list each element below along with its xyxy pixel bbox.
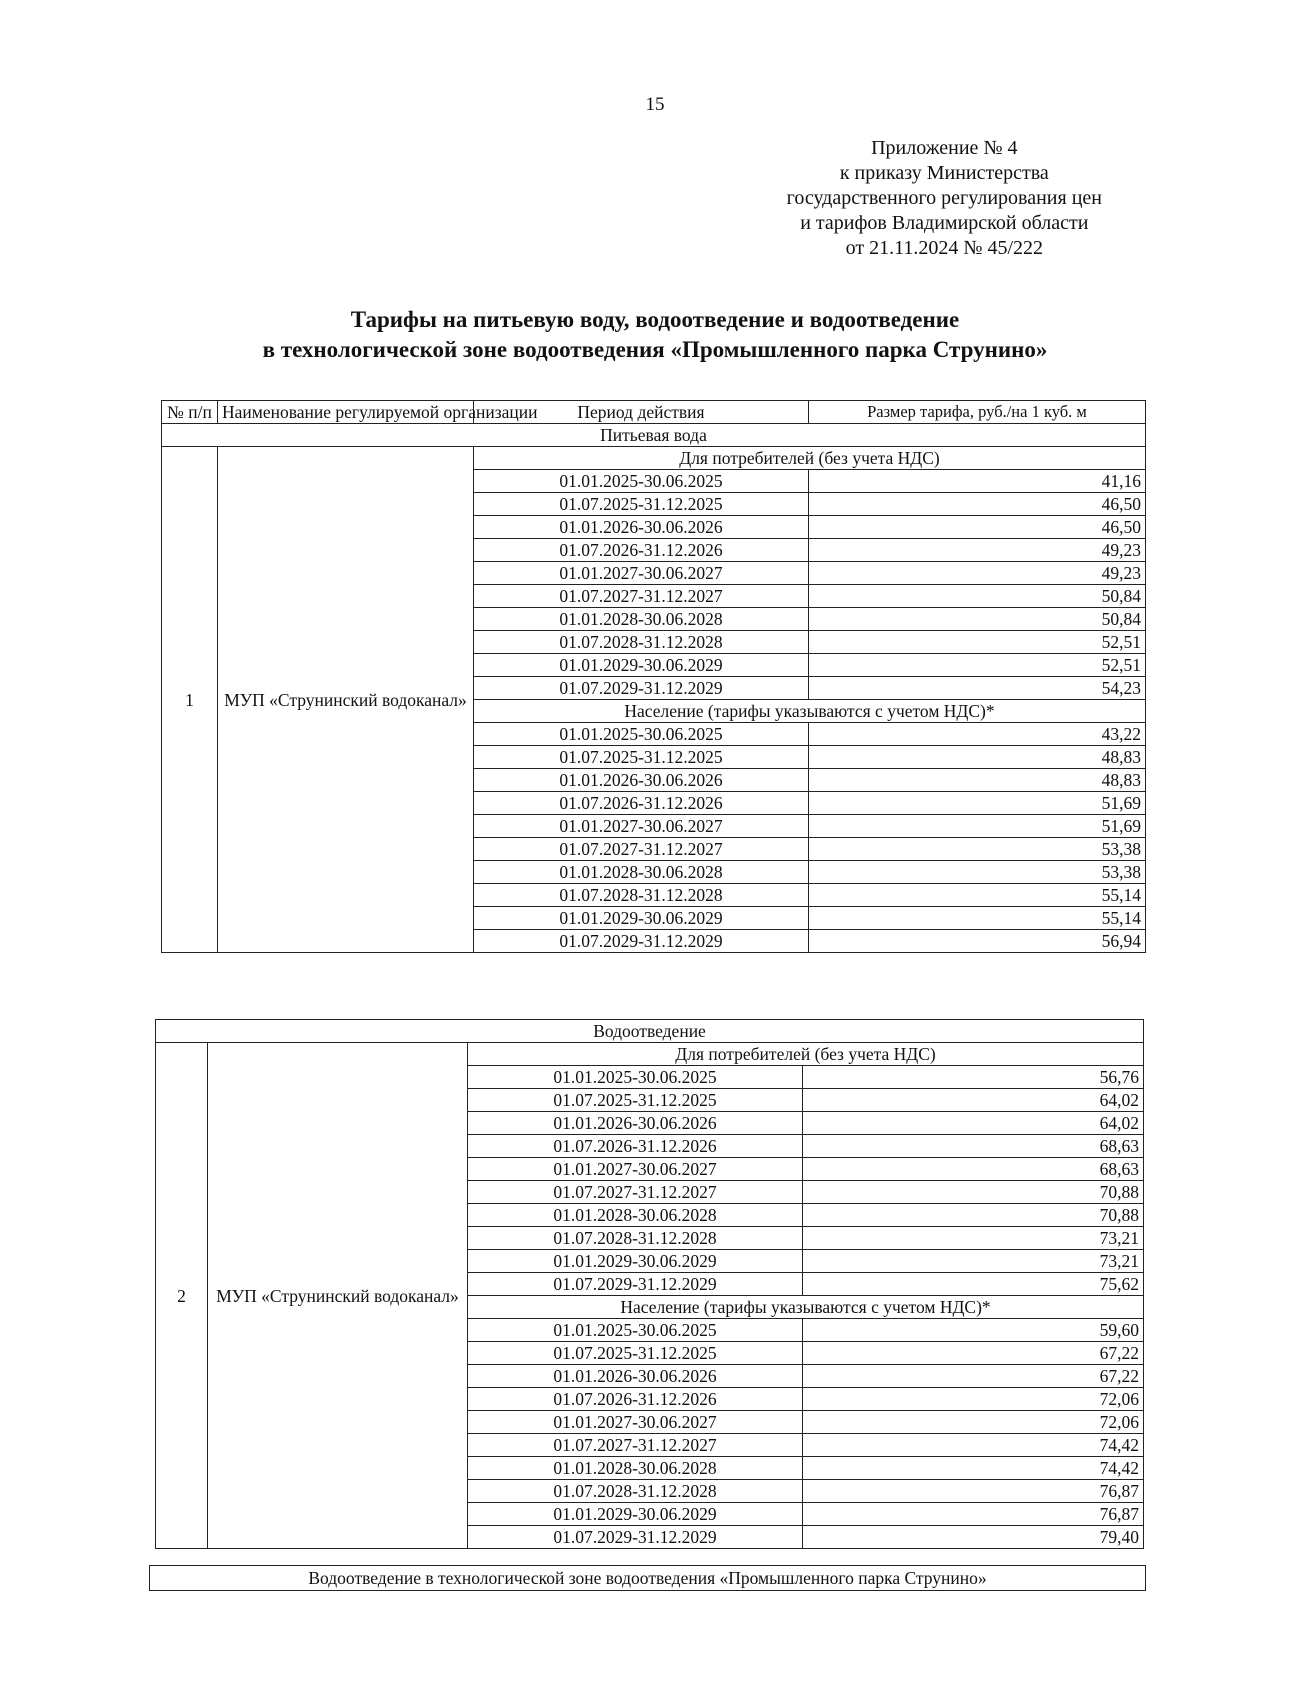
tariff-value-cell: 79,40 xyxy=(803,1526,1144,1549)
tariff-value-cell: 68,63 xyxy=(803,1158,1144,1181)
period-cell: 01.01.2028-30.06.2028 xyxy=(474,608,809,631)
title-line: в технологической зоне водоотведения «Промышленного парка Струнино» xyxy=(262,337,1048,362)
period-cell: 01.01.2026-30.06.2026 xyxy=(474,769,809,792)
period-cell: 01.07.2027-31.12.2027 xyxy=(468,1181,803,1204)
period-cell: 01.01.2025-30.06.2025 xyxy=(474,470,809,493)
period-cell: 01.07.2029-31.12.2029 xyxy=(468,1526,803,1549)
tariff-table-water xyxy=(161,400,1146,953)
section-title: Водоотведение xyxy=(156,1020,1144,1043)
appendix-line: государственного регулирования цен xyxy=(786,187,1102,209)
tariff-value-cell: 64,02 xyxy=(803,1089,1144,1112)
period-cell: 01.07.2027-31.12.2027 xyxy=(474,838,809,861)
group-row xyxy=(156,1043,1144,1066)
appendix-line: к приказу Министерства xyxy=(839,162,1049,184)
period-cell: 01.01.2026-30.06.2026 xyxy=(468,1365,803,1388)
period-cell: 01.01.2025-30.06.2025 xyxy=(468,1066,803,1089)
page-number: 15 xyxy=(645,94,665,115)
tariff-value-cell: 46,50 xyxy=(809,516,1146,539)
period-cell: 01.07.2028-31.12.2028 xyxy=(468,1227,803,1250)
organization-name: МУП «Струнинский водоканал» xyxy=(208,1043,468,1549)
period-cell: 01.01.2027-30.06.2027 xyxy=(468,1411,803,1434)
tariff-value-cell: 72,06 xyxy=(803,1411,1144,1434)
period-cell: 01.07.2026-31.12.2026 xyxy=(474,539,809,562)
period-cell: 01.07.2029-31.12.2029 xyxy=(468,1273,803,1296)
row-number: 2 xyxy=(156,1043,208,1549)
tariff-value-cell: 43,22 xyxy=(809,723,1146,746)
tariff-value-cell: 48,83 xyxy=(809,746,1146,769)
tariff-value-cell: 74,42 xyxy=(803,1434,1144,1457)
period-cell: 01.01.2028-30.06.2028 xyxy=(468,1204,803,1227)
group-title: Население (тарифы указываются с учетом НДС)* xyxy=(468,1296,1144,1319)
period-cell: 01.01.2026-30.06.2026 xyxy=(468,1112,803,1135)
document-title xyxy=(0,305,1310,365)
tariff-value-cell: 75,62 xyxy=(803,1273,1144,1296)
tariff-value-cell: 51,69 xyxy=(809,792,1146,815)
tariff-value-cell: 72,06 xyxy=(803,1388,1144,1411)
tariff-value-cell: 46,50 xyxy=(809,493,1146,516)
period-cell: 01.01.2025-30.06.2025 xyxy=(468,1319,803,1342)
period-cell: 01.07.2026-31.12.2026 xyxy=(474,792,809,815)
tariff-value-cell: 70,88 xyxy=(803,1181,1144,1204)
appendix-block xyxy=(787,136,1102,261)
period-cell: 01.01.2028-30.06.2028 xyxy=(468,1457,803,1480)
appendix-line: от 21.11.2024 № 45/222 xyxy=(845,237,1043,259)
group-title: Для потребителей (без учета НДС) xyxy=(468,1043,1144,1066)
tariff-value-cell: 52,51 xyxy=(809,631,1146,654)
tariff-value-cell: 55,14 xyxy=(809,907,1146,930)
period-cell: 01.01.2027-30.06.2027 xyxy=(468,1158,803,1181)
tariff-value-cell: 70,88 xyxy=(803,1204,1144,1227)
tariff-value-cell: 76,87 xyxy=(803,1480,1144,1503)
group-title: Население (тарифы указываются с учетом НДС)* xyxy=(474,700,1146,723)
period-cell: 01.01.2028-30.06.2028 xyxy=(474,861,809,884)
tariff-value-cell: 68,63 xyxy=(803,1135,1144,1158)
tariff-value-cell: 52,51 xyxy=(809,654,1146,677)
period-cell: 01.01.2029-30.06.2029 xyxy=(474,654,809,677)
period-cell: 01.01.2025-30.06.2025 xyxy=(474,723,809,746)
tariff-table-sewerage xyxy=(155,1019,1144,1549)
group-row xyxy=(162,447,1146,470)
tariff-value-cell: 56,76 xyxy=(803,1066,1144,1089)
period-cell: 01.01.2029-30.06.2029 xyxy=(468,1503,803,1526)
section-row xyxy=(156,1020,1144,1043)
tariff-value-cell: 67,22 xyxy=(803,1365,1144,1388)
tariff-value-cell: 59,60 xyxy=(803,1319,1144,1342)
header-tariff: Размер тарифа, руб./на 1 куб. м xyxy=(809,401,1146,424)
tariff-value-cell: 53,38 xyxy=(809,838,1146,861)
period-cell: 01.01.2029-30.06.2029 xyxy=(474,907,809,930)
period-cell: 01.07.2025-31.12.2025 xyxy=(468,1342,803,1365)
row-number: 1 xyxy=(162,447,218,953)
period-cell: 01.07.2026-31.12.2026 xyxy=(468,1388,803,1411)
period-cell: 01.07.2028-31.12.2028 xyxy=(474,631,809,654)
group-title: Для потребителей (без учета НДС) xyxy=(474,447,1146,470)
tariff-value-cell: 73,21 xyxy=(803,1250,1144,1273)
period-cell: 01.01.2029-30.06.2029 xyxy=(468,1250,803,1273)
header-period: Период действия xyxy=(474,401,809,424)
header-num: № п/п xyxy=(162,401,218,424)
tariff-value-cell: 51,69 xyxy=(809,815,1146,838)
period-cell: 01.01.2026-30.06.2026 xyxy=(474,516,809,539)
period-cell: 01.07.2028-31.12.2028 xyxy=(474,884,809,907)
tariff-value-cell: 41,16 xyxy=(809,470,1146,493)
tariff-value-cell: 67,22 xyxy=(803,1342,1144,1365)
tariff-value-cell: 48,83 xyxy=(809,769,1146,792)
appendix-line: и тарифов Владимирской области xyxy=(800,212,1089,234)
tariff-value-cell: 76,87 xyxy=(803,1503,1144,1526)
tariff-value-cell: 54,23 xyxy=(809,677,1146,700)
appendix-line: Приложение № 4 xyxy=(871,137,1018,159)
tariff-value-cell: 50,84 xyxy=(809,608,1146,631)
period-cell: 01.07.2028-31.12.2028 xyxy=(468,1480,803,1503)
period-cell: 01.07.2025-31.12.2025 xyxy=(474,493,809,516)
tariff-value-cell: 50,84 xyxy=(809,585,1146,608)
title-line: Тарифы на питьевую воду, водоотведение и водоотведение xyxy=(350,307,960,332)
table-header-row xyxy=(162,401,1146,424)
period-cell: 01.07.2025-31.12.2025 xyxy=(474,746,809,769)
period-cell: 01.07.2029-31.12.2029 xyxy=(474,930,809,953)
period-cell: 01.07.2025-31.12.2025 xyxy=(468,1089,803,1112)
period-cell: 01.07.2029-31.12.2029 xyxy=(474,677,809,700)
period-cell: 01.07.2026-31.12.2026 xyxy=(468,1135,803,1158)
organization-name: МУП «Струнинский водоканал» xyxy=(218,447,474,953)
tariff-value-cell: 73,21 xyxy=(803,1227,1144,1250)
header-org: Наименование регулируемой организации xyxy=(218,401,474,424)
section-row-industrial-park: Водоотведение в технологической зоне водоотведения «Промышленного парка Струнино» xyxy=(149,1565,1146,1591)
tariff-value-cell: 56,94 xyxy=(809,930,1146,953)
tariff-value-cell: 74,42 xyxy=(803,1457,1144,1480)
tariff-value-cell: 53,38 xyxy=(809,861,1146,884)
section-row xyxy=(162,424,1146,447)
period-cell: 01.01.2027-30.06.2027 xyxy=(474,815,809,838)
tariff-value-cell: 64,02 xyxy=(803,1112,1144,1135)
period-cell: 01.07.2027-31.12.2027 xyxy=(474,585,809,608)
period-cell: 01.01.2027-30.06.2027 xyxy=(474,562,809,585)
tariff-value-cell: 49,23 xyxy=(809,539,1146,562)
tariff-value-cell: 49,23 xyxy=(809,562,1146,585)
period-cell: 01.07.2027-31.12.2027 xyxy=(468,1434,803,1457)
tariff-value-cell: 55,14 xyxy=(809,884,1146,907)
section-title: Питьевая вода xyxy=(162,424,1146,447)
